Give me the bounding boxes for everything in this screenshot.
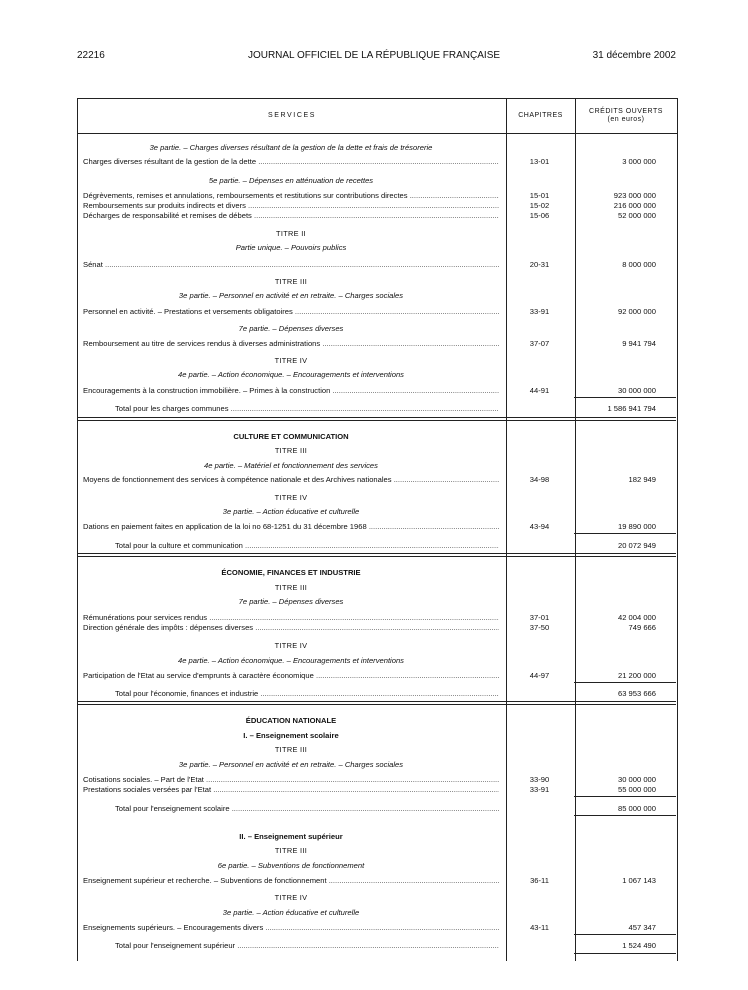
row-label: Remboursement au titre de services rendus à diverses administrations .....	[83, 339, 499, 349]
column-header-services: SERVICES	[267, 112, 317, 119]
row-chapter: 20-31	[529, 260, 550, 269]
row-label: Remboursements sur produits indirects et divers .....	[83, 201, 499, 211]
partie-heading: 6e partie. – Subventions de fonctionnement	[217, 861, 365, 870]
total-row	[77, 689, 676, 699]
total-amount: 85 000 000	[617, 804, 656, 813]
table-row	[77, 191, 676, 201]
row-chapter: 36-11	[530, 876, 549, 885]
ministry-heading: CULTURE ET COMMUNICATION	[233, 432, 349, 441]
row-amount: 52 000 000	[617, 211, 656, 220]
page-number: 22216	[77, 50, 105, 61]
table-row	[77, 475, 676, 485]
row-label: Personnel en activité. – Prestations et versements obligatoires .....	[83, 307, 499, 317]
row-label: Dégrèvements, remises et annulations, remboursements et restitutions sur contributions directes .....	[83, 191, 499, 201]
section-rule	[77, 553, 676, 554]
total-amount: 1 524 490	[622, 941, 656, 950]
row-amount: 923 000 000	[613, 191, 656, 200]
table-row	[77, 876, 676, 886]
row-chapter: 44-97	[529, 671, 550, 680]
row-label: Décharges de responsabilité et remises de débets .....	[83, 211, 499, 221]
total-row	[77, 404, 676, 414]
row-amount: 30 000 000	[617, 386, 656, 395]
row-amount: 9 941 794	[622, 339, 656, 348]
section-rule	[77, 417, 676, 418]
ministry-heading: ÉCONOMIE, FINANCES ET INDUSTRIE	[221, 568, 361, 577]
row-label: Prestations sociales versées par l'Etat .....	[83, 785, 499, 795]
titre-heading: TITRE III	[274, 277, 308, 286]
row-label: Encouragements à la construction immobilière. – Primes à la construction .....	[83, 386, 499, 396]
total-row	[77, 804, 676, 814]
row-amount: 92 000 000	[617, 307, 656, 316]
total-amount: 1 586 941 794	[607, 404, 656, 413]
row-amount: 182 949	[628, 475, 656, 484]
table-row	[77, 623, 676, 633]
row-amount: 749 666	[628, 623, 656, 632]
row-chapter: 15-02	[529, 201, 550, 210]
table-row	[77, 923, 676, 933]
titre-heading: TITRE IV	[274, 493, 308, 502]
total-amount: 63 953 666	[617, 689, 656, 698]
row-amount: 55 000 000	[617, 785, 656, 794]
row-label: Sénat .....	[83, 260, 499, 270]
partie-heading: 3e partie. – Action éducative et culturelle	[222, 908, 360, 917]
row-chapter: 13-01	[529, 157, 550, 166]
row-amount: 216 000 000	[613, 201, 656, 210]
row-amount: 8 000 000	[622, 260, 656, 269]
table-row	[77, 260, 676, 270]
partie-heading: 5e partie. – Dépenses en atténuation de recettes	[208, 176, 374, 185]
titre-heading: TITRE III	[274, 446, 308, 455]
row-label: Participation de l'Etat au service d'emprunts à caractère économique .....	[83, 671, 499, 681]
total-label: Total pour l'enseignement scolaire .....	[115, 804, 499, 814]
table-row	[77, 785, 676, 795]
partie-heading: 3e partie. – Personnel en activité et en retraite. – Charges sociales	[178, 760, 404, 769]
partie-heading: 4e partie. – Matériel et fonctionnement des services	[204, 461, 378, 470]
total-label: Total pour les charges communes .....	[115, 404, 499, 414]
row-chapter: 43-94	[529, 522, 550, 531]
row-chapter: 44-91	[529, 386, 550, 395]
credits-header-line1: CRÉDITS OUVERTS	[589, 108, 663, 115]
row-chapter: 15-01	[529, 191, 550, 200]
row-label: Charges diverses résultant de la gestion de la dette .....	[83, 157, 499, 167]
row-chapter: 37-01	[529, 613, 550, 622]
sum-underline	[574, 397, 676, 398]
titre-heading: TITRE II	[276, 229, 306, 238]
row-chapter: 43-11	[530, 923, 549, 932]
row-label: Moyens de fonctionnement des services à compétence nationale et des Archives nationales .....	[83, 475, 499, 485]
section-rule	[77, 704, 676, 705]
table-row	[77, 522, 676, 532]
partie-heading: 3e partie. – Charges diverses résultant de la gestion de la dette et frais de trésorerie	[149, 143, 433, 152]
credits-header-line2: (en euros)	[607, 116, 645, 123]
table-row	[77, 157, 676, 167]
sum-underline	[574, 815, 676, 816]
sum-underline	[574, 953, 676, 954]
publication-date: 31 décembre 2002	[592, 50, 676, 61]
section-rule	[77, 701, 676, 702]
total-label: Total pour l'enseignement supérieur .....	[115, 941, 499, 951]
header-rule	[78, 133, 677, 134]
row-amount: 3 000 000	[622, 157, 656, 166]
row-amount: 42 004 000	[617, 613, 656, 622]
journal-title: JOURNAL OFFICIEL DE LA RÉPUBLIQUE FRANÇAISE	[247, 50, 501, 61]
partie-heading: 7e partie. – Dépenses diverses	[238, 324, 344, 333]
total-row	[77, 941, 676, 951]
titre-heading: TITRE III	[274, 846, 308, 855]
row-label: Dations en paiement faites en application de la loi no 68-1251 du 31 décembre 1968 .....	[83, 522, 499, 532]
row-chapter: 37-50	[529, 623, 550, 632]
total-amount: 20 072 949	[617, 541, 656, 550]
row-label: Cotisations sociales. – Part de l'Etat .....	[83, 775, 499, 785]
row-label: Rémunérations pour services rendus .....	[83, 613, 499, 623]
column-header-credits	[575, 99, 677, 133]
table-row	[77, 201, 676, 211]
ministry-heading: ÉDUCATION NATIONALE	[245, 716, 337, 725]
partie-heading: 4e partie. – Action économique. – Encouragements et interventions	[178, 370, 404, 379]
row-chapter: 33-91	[529, 307, 550, 316]
table-row	[77, 775, 676, 785]
titre-heading: TITRE IV	[274, 641, 308, 650]
total-label: Total pour l'économie, finances et industrie .....	[115, 689, 499, 699]
titre-heading: TITRE III	[274, 583, 308, 592]
sum-underline	[574, 533, 676, 534]
partie-heading: 7e partie. – Dépenses diverses	[238, 597, 344, 606]
subsection-heading: I. – Enseignement scolaire	[243, 731, 339, 740]
sum-underline	[574, 934, 676, 935]
sum-underline	[574, 682, 676, 683]
sum-underline	[574, 796, 676, 797]
row-amount: 19 890 000	[617, 522, 656, 531]
partie-heading: 4e partie. – Action économique. – Encouragements et interventions	[178, 656, 404, 665]
row-amount: 30 000 000	[617, 775, 656, 784]
section-rule	[77, 556, 676, 557]
partie-heading: 3e partie. – Action éducative et culturelle	[222, 507, 360, 516]
row-amount: 21 200 000	[617, 671, 656, 680]
table-row	[77, 613, 676, 623]
table-row	[77, 386, 676, 396]
titre-heading: TITRE IV	[274, 893, 308, 902]
row-label: Direction générale des impôts : dépenses diverses .....	[83, 623, 499, 633]
titre-heading: TITRE IV	[274, 356, 308, 365]
row-chapter: 15-06	[529, 211, 550, 220]
section-rule	[77, 420, 676, 421]
total-row	[77, 541, 676, 551]
row-chapter: 33-91	[529, 785, 550, 794]
table-row	[77, 307, 676, 317]
subsection-heading: II. – Enseignement supérieur	[239, 832, 343, 841]
row-amount: 457 347	[628, 923, 656, 932]
row-chapter: 37-07	[529, 339, 550, 348]
row-label: Enseignement supérieur et recherche. – Subventions de fonctionnement .....	[83, 876, 499, 886]
row-chapter: 34-98	[529, 475, 550, 484]
row-label: Enseignements supérieurs. – Encouragements divers .....	[83, 923, 499, 933]
table-row	[77, 211, 676, 221]
table-row	[77, 671, 676, 681]
row-chapter: 33-90	[529, 775, 550, 784]
partie-heading: 3e partie. – Personnel en activité et en retraite. – Charges sociales	[178, 291, 404, 300]
table-row	[77, 339, 676, 349]
total-label: Total pour la culture et communication .....	[115, 541, 499, 551]
titre-heading: TITRE III	[274, 745, 308, 754]
partie-heading: Partie unique. – Pouvoirs publics	[235, 243, 347, 252]
column-header-chapitres: CHAPITRES	[518, 112, 563, 119]
row-amount: 1 067 143	[622, 876, 656, 885]
